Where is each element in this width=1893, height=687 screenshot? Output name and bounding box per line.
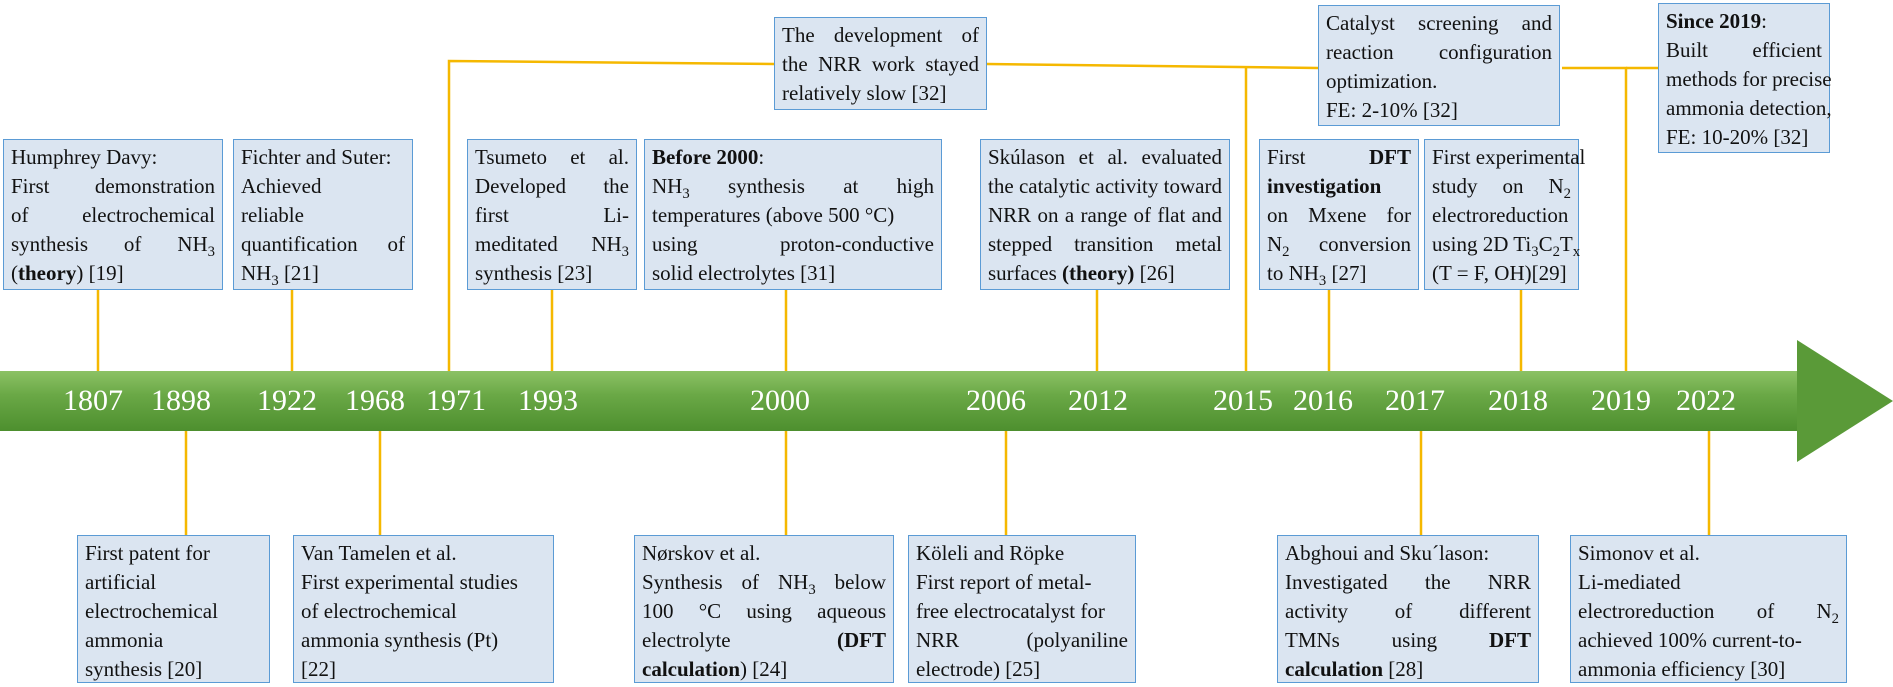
event-line: of electrochemical [301, 599, 457, 623]
event-line [475, 230, 629, 259]
event-text: First [1267, 145, 1306, 169]
event-line: achieved 100% current-to- [1578, 628, 1802, 652]
event-line: electrochemical [85, 599, 218, 623]
event-line: synthesis [23] [475, 261, 593, 285]
event-text: [26] [1134, 261, 1175, 285]
subscript: 3 [621, 244, 629, 261]
event-text: NH [652, 174, 683, 198]
event-line [1432, 230, 1581, 261]
subscript: 2 [1282, 244, 1290, 261]
event-bold-text: calculation [642, 657, 740, 681]
event-box-2022-simonov [1570, 535, 1847, 683]
timeline-arrow-head [1797, 340, 1893, 462]
event-line: Skúlason et al. evaluated [988, 145, 1222, 169]
event-line [11, 259, 215, 288]
event-line [1666, 7, 1822, 36]
event-bold-text: (DFT [837, 628, 886, 652]
year-1968: 1968 [345, 384, 405, 417]
event-box-1922-fichter [233, 139, 413, 290]
event-line: [22] [301, 657, 336, 681]
event-text: T [1559, 232, 1573, 256]
event-line: First patent for [85, 541, 210, 565]
event-box-1971-slow-development [774, 17, 987, 110]
year-2019: 2019 [1591, 384, 1651, 417]
year-2000: 2000 [750, 384, 810, 417]
event-bold-text: calculation [1285, 657, 1383, 681]
event-bold-text: (theory) [1062, 261, 1135, 285]
event-line: (T = F, OH)[29] [1432, 261, 1567, 285]
event-line [11, 230, 215, 259]
event-line: NRR (polyaniline [916, 628, 1128, 652]
event-line [1578, 597, 1839, 626]
event-line: first Li- [475, 203, 629, 227]
event-text: using 2D Ti [1432, 232, 1532, 256]
event-line: artificial [85, 570, 157, 594]
subscript: 3 [682, 186, 690, 203]
event-line: solid electrolytes [31] [652, 261, 836, 285]
event-line: Nørskov et al. [642, 541, 761, 565]
event-line [652, 172, 934, 201]
event-line: First experimental [1432, 145, 1586, 169]
event-line: Köleli and Röpke [916, 541, 1065, 565]
event-line: of electrochemical [11, 203, 215, 227]
event-line [642, 655, 886, 684]
year-1898: 1898 [151, 384, 211, 417]
event-box-1898-patent [77, 535, 270, 683]
subscript: 3 [1531, 244, 1539, 261]
connector-slow-to-screening [987, 64, 1318, 68]
event-text: surfaces [988, 261, 1063, 285]
event-line: the NRR work stayed [782, 52, 979, 76]
event-line: Li-mediated [1578, 570, 1681, 594]
event-line: FE: 10-20% [32] [1666, 125, 1809, 149]
event-text: C [1538, 232, 1553, 256]
event-bold-text: Before 2000 [652, 145, 759, 169]
event-bold-text: Since 2019 [1666, 9, 1762, 33]
event-text: N [1267, 232, 1283, 256]
event-text: to NH [1267, 261, 1319, 285]
year-2016: 2016 [1293, 384, 1353, 417]
year-2012: 2012 [1068, 384, 1128, 417]
event-box-1993-tsumeto [467, 139, 637, 290]
event-line [988, 259, 1222, 288]
subscript: x [1572, 244, 1581, 261]
event-text: NH [241, 261, 272, 285]
event-line: stepped transition metal [988, 232, 1222, 256]
subscript: 3 [808, 582, 816, 599]
year-1922: 1922 [257, 384, 317, 417]
event-text: synthesis of NH [11, 232, 208, 256]
event-line: Van Tamelen et al. [301, 541, 457, 565]
event-line: The development of [782, 23, 979, 47]
subscript: 3 [1318, 273, 1327, 290]
year-1971: 1971 [426, 384, 486, 417]
event-text: : [1761, 9, 1767, 33]
year-2018: 2018 [1488, 384, 1548, 417]
event-line [241, 259, 405, 288]
event-line: Developed the [475, 174, 629, 198]
event-box-2000-norskov [634, 535, 894, 683]
event-bold-text: DFT [1489, 628, 1531, 652]
event-line: methods for precise [1666, 67, 1832, 91]
year-2022: 2022 [1676, 384, 1736, 417]
event-line: Abghoui and Sku´lason: [1285, 541, 1490, 565]
year-2006: 2006 [966, 384, 1026, 417]
year-1993: 1993 [518, 384, 578, 417]
event-line [1432, 172, 1571, 201]
year-2015: 2015 [1213, 384, 1273, 417]
event-line: Built efficient [1666, 38, 1822, 62]
event-line: electrode) [25] [916, 657, 1041, 681]
event-box-since-2019 [1658, 3, 1830, 153]
event-line [1285, 655, 1531, 684]
event-line: First experimental studies [301, 570, 518, 594]
event-line: ammonia efficiency [30] [1578, 657, 1786, 681]
event-box-2017-abghoui [1277, 535, 1539, 683]
event-line: electroreduction [1432, 203, 1569, 227]
event-box-2006-koleli [908, 535, 1136, 683]
event-line: Humphrey Davy: [11, 145, 158, 169]
event-line: Tsumeto et al. [475, 145, 629, 169]
event-box-2015-screening [1318, 5, 1560, 126]
event-bold-text: DFT [1369, 145, 1411, 169]
event-line: synthesis [20] [85, 657, 203, 681]
event-line: ammonia [85, 628, 164, 652]
event-line [652, 143, 934, 172]
event-text: ) [24] [740, 657, 788, 681]
event-line: First demonstration [11, 174, 215, 198]
event-line [1267, 259, 1411, 288]
event-line: relatively slow [32] [782, 81, 947, 105]
year-2017: 2017 [1385, 384, 1445, 417]
event-line: reaction configuration [1326, 40, 1552, 64]
event-line: reliable [241, 203, 304, 227]
event-line: Achieved [241, 174, 322, 198]
event-line: First report of metal- [916, 570, 1092, 594]
event-text: Synthesis of NH [642, 570, 809, 594]
event-text: study on N [1432, 174, 1564, 198]
event-line: Catalyst screening and [1326, 11, 1552, 35]
event-box-2016-dft-mxene [1259, 139, 1419, 290]
event-text: [21] [278, 261, 319, 285]
event-text: [27] [1326, 261, 1367, 285]
subscript: 3 [207, 244, 215, 261]
event-line [642, 626, 886, 655]
event-text: conversion [1289, 232, 1411, 256]
event-line: NRR on a range of flat and [988, 203, 1222, 227]
event-line: 100 °C using aqueous [642, 599, 886, 623]
event-line: the catalytic activity toward [988, 174, 1222, 198]
subscript: 2 [1831, 611, 1839, 628]
event-line: optimization. [1326, 69, 1438, 93]
event-line [1267, 230, 1411, 259]
event-line: temperatures (above 500 °C) [652, 203, 895, 227]
event-text: electroreduction of N [1578, 599, 1832, 623]
event-text: : [758, 145, 765, 169]
event-box-2012-skulason [980, 139, 1230, 290]
event-text: [28] [1383, 657, 1424, 681]
subscript: 2 [1552, 244, 1560, 261]
event-text: electrolyte [642, 628, 731, 652]
event-line: Fichter and Suter: [241, 145, 392, 169]
event-text: TMNs using [1285, 628, 1438, 652]
year-1807: 1807 [63, 384, 123, 417]
event-line [1267, 143, 1411, 172]
event-line: ammonia detection, [1666, 96, 1832, 120]
event-line: free electrocatalyst for [916, 599, 1105, 623]
event-text: ) [19] [76, 261, 124, 285]
event-line [1267, 172, 1411, 201]
event-line: ammonia synthesis (Pt) [301, 628, 499, 652]
event-line: Simonov et al. [1578, 541, 1700, 565]
event-line: Investigated the NRR [1285, 570, 1531, 594]
subscript: 3 [271, 273, 279, 290]
event-line [1285, 626, 1531, 655]
event-line: quantification of [241, 232, 405, 256]
event-line: using proton-conductive [652, 232, 934, 256]
event-line: on Mxene for [1267, 203, 1411, 227]
subscript: 2 [1563, 186, 1571, 203]
event-text: synthesis at high [689, 174, 934, 198]
event-line [642, 568, 886, 597]
event-text: meditated NH [475, 232, 622, 256]
event-line: FE: 2-10% [32] [1326, 98, 1458, 122]
event-box-before-2000 [644, 139, 942, 290]
event-text: below [815, 570, 886, 594]
event-box-2018-experimental [1424, 139, 1586, 290]
event-text: ( [11, 261, 18, 285]
event-box-1968-vantamelen [293, 535, 554, 683]
event-line: activity of different [1285, 599, 1531, 623]
event-box-1807-davy [3, 139, 223, 290]
event-bold-text: theory [18, 261, 77, 285]
event-bold-text: investigation [1267, 174, 1382, 198]
